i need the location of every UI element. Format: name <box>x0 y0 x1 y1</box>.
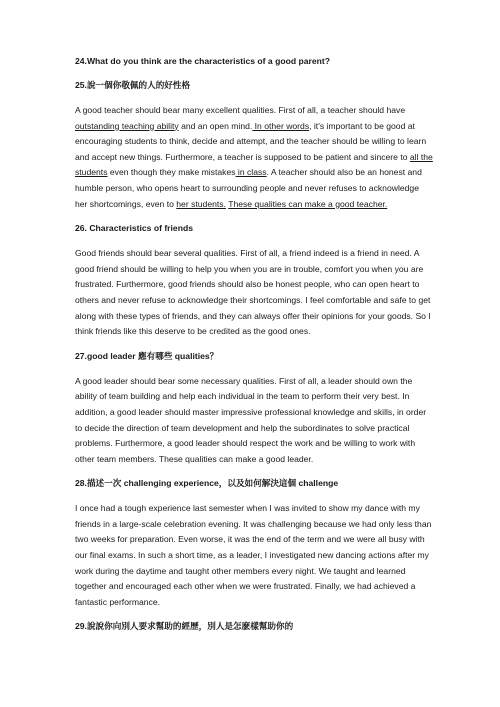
paragraph-q28: I once had a tough experience last semester when I was invited to show my dance with my friends in a large-scale celebration evening. It was challenging because we had only less than two weeks for preparation. Even worse, it was the end of the term and we were all busy with our final exams. In such a short time, as a leader, I investigated new dancing actions after my work during the daytime and taught other members every night. We taught and learned together and encouraged each other when we were frustrated. Finally, we had achieved a fantastic performance. <box>75 503 432 607</box>
underlined-phrase: outstanding teaching ability <box>75 120 179 131</box>
paragraph-q25 <box>75 103 433 212</box>
heading-q28: 28.描述一次 challenging experience，以及如何解決這個 challenge <box>75 478 339 489</box>
text-run: even though they make mistakes <box>107 167 236 178</box>
document-page <box>75 55 433 632</box>
text-run: and an open mind. <box>178 120 253 131</box>
underlined-phrase: in class <box>235 167 267 178</box>
underlined-phrase: These qualities can make a good teacher. <box>228 198 388 209</box>
paragraph-q26: Good friends should bear several qualities. First of all, a friend indeed is a friend in need. A good friend should be willing to help you when you are in trouble, comfort you when you are frustrated. Furthermore, good friends should also be honest people, who can open heart to others and never refuse to acknowledge their shortcomings. I feel comfortable and safe to get along with these types of friends, and they can always offer their opinions for your goods. So I think friends like this deserve to be credited as the good ones. <box>75 248 431 337</box>
heading-q26: 26. Characteristics of friends <box>75 223 193 234</box>
underlined-phrase: In other words <box>252 120 310 131</box>
underlined-phrase: her students. <box>176 198 226 209</box>
heading-q24: 24.What do you think are the characteristics of a good parent? <box>75 56 330 66</box>
heading-q25: 25.說一個你敬佩的人的好性格 <box>75 80 191 90</box>
heading-q29: 29.說說你向別人要求幫助的經歷，別人是怎麽樣幫助你的 <box>75 621 294 632</box>
text-run: , it's important to be good at encouraging students to think, decide and attempt, and the teacher should be willing to learn and accept new things. Furthermore, a teacher is supposed to be patient and sincere to <box>75 120 427 162</box>
text-run: . A teacher should also be an honest and humble person, who opens heart to surrounding people and never refuses to acknowledge her shortcomings, even to <box>75 167 422 209</box>
text-run: A good teacher should bear many excellent qualities. First of all, a teacher should have <box>75 105 406 115</box>
paragraph-q27: A good leader should bear some necessary qualities. First of all, a leader should own the ability of team building and help each individual in the team to perform their very best. In addition, a good leader should master impressive professional knowledge and skills, in order to decide the direction of team development and help the subordinates to solve practical problems. Furthermore, a good leader should respect the work and be willing to work with other team members. These qualities can make a good leader. <box>75 375 427 464</box>
heading-q27: 27.good leader 應有哪些 qualities？ <box>75 350 219 361</box>
underlined-phrase: all the students <box>75 151 433 178</box>
